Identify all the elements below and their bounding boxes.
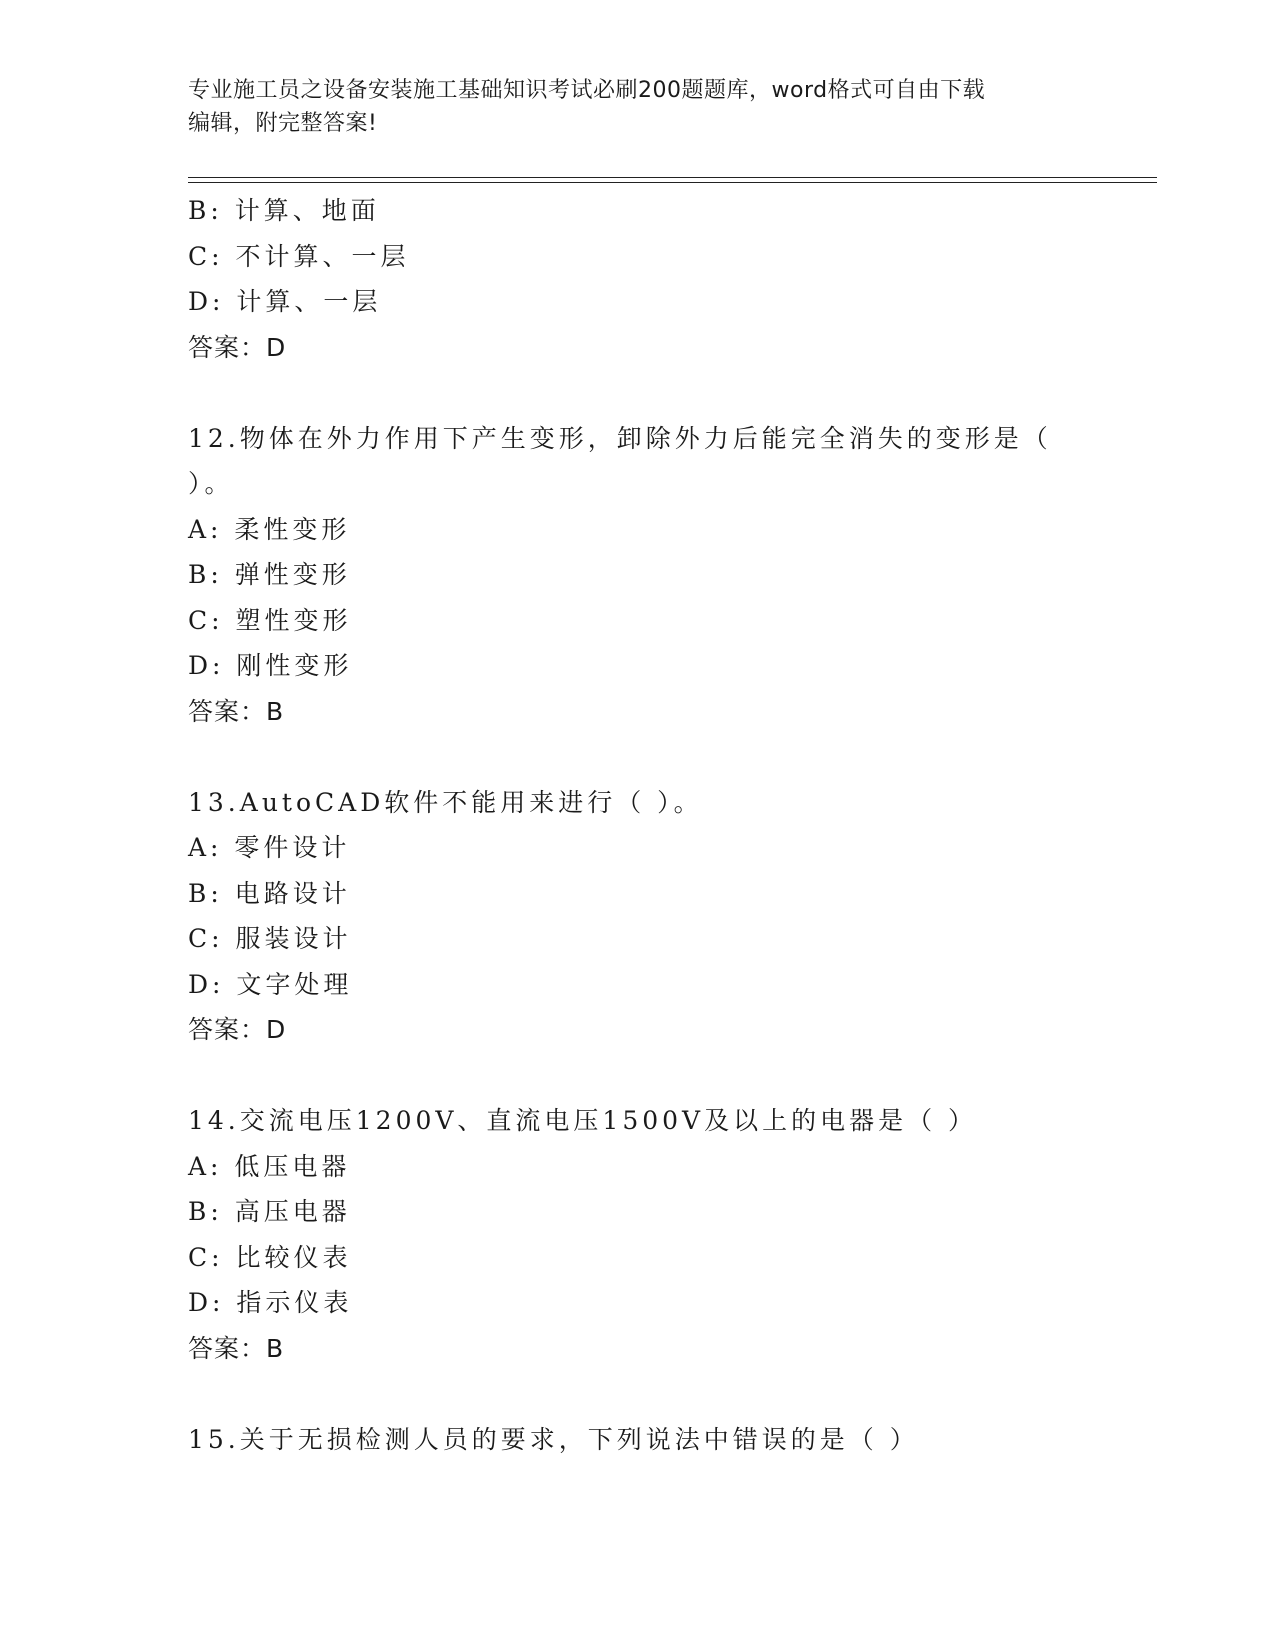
header-title-line-1: 专业施工员之设备安装施工基础知识考试必刷200题题库，word格式可自由下载: [188, 78, 986, 103]
document-header: [188, 74, 1088, 140]
option-d: D: 指示仪表: [188, 1288, 353, 1317]
question-stem: 15.关于无损检测人员的要求，下列说法中错误的是（ ）: [188, 1424, 919, 1454]
option-c: C: 比较仪表: [188, 1242, 352, 1272]
option-a: A: 低压电器: [188, 1151, 351, 1181]
option-d: D: 计算、一层: [188, 287, 382, 316]
question-stem: 12.物体在外力作用下产生变形，卸除外力后能完全消失的变形是（: [188, 423, 1052, 453]
answer: 答案：B: [188, 1333, 285, 1363]
question-15: [188, 1417, 1088, 1463]
question-11: [188, 188, 1088, 370]
spacer: [188, 370, 1088, 416]
option-c: C: 塑性变形: [188, 605, 352, 635]
spacer: [188, 1053, 1088, 1099]
question-list: [188, 188, 1088, 1462]
spacer: [188, 1371, 1088, 1417]
option-b: B: 弹性变形: [188, 560, 351, 589]
spacer: [188, 734, 1088, 780]
option-b: B: 高压电器: [188, 1197, 351, 1226]
header-divider-bottom: [188, 182, 1157, 183]
question-13: [188, 780, 1088, 1053]
option-b: B: 计算、地面: [188, 196, 380, 225]
question-14: [188, 1098, 1088, 1371]
option-a: A: 柔性变形: [188, 514, 351, 544]
option-a: A: 零件设计: [188, 833, 351, 862]
option-c: C: 服装设计: [188, 924, 352, 953]
header-divider-top: [188, 177, 1157, 178]
option-b: B: 电路设计: [188, 878, 351, 908]
answer: 答案：D: [188, 332, 287, 362]
question-12: [188, 416, 1088, 735]
option-d: D: 刚性变形: [188, 651, 353, 680]
answer: 答案：D: [188, 1015, 287, 1044]
question-stem-continued: ）。: [188, 469, 234, 498]
answer: 答案：B: [188, 696, 285, 726]
option-d: D: 文字处理: [188, 969, 353, 999]
option-c: C: 不计算、一层: [188, 241, 410, 271]
header-title-line-2: 编辑，附完整答案!: [188, 111, 378, 136]
question-stem: 13.AutoCAD软件不能用来进行（ ）。: [188, 787, 703, 817]
question-stem: 14.交流电压1200V、直流电压1500V及以上的电器是（ ）: [188, 1106, 978, 1135]
